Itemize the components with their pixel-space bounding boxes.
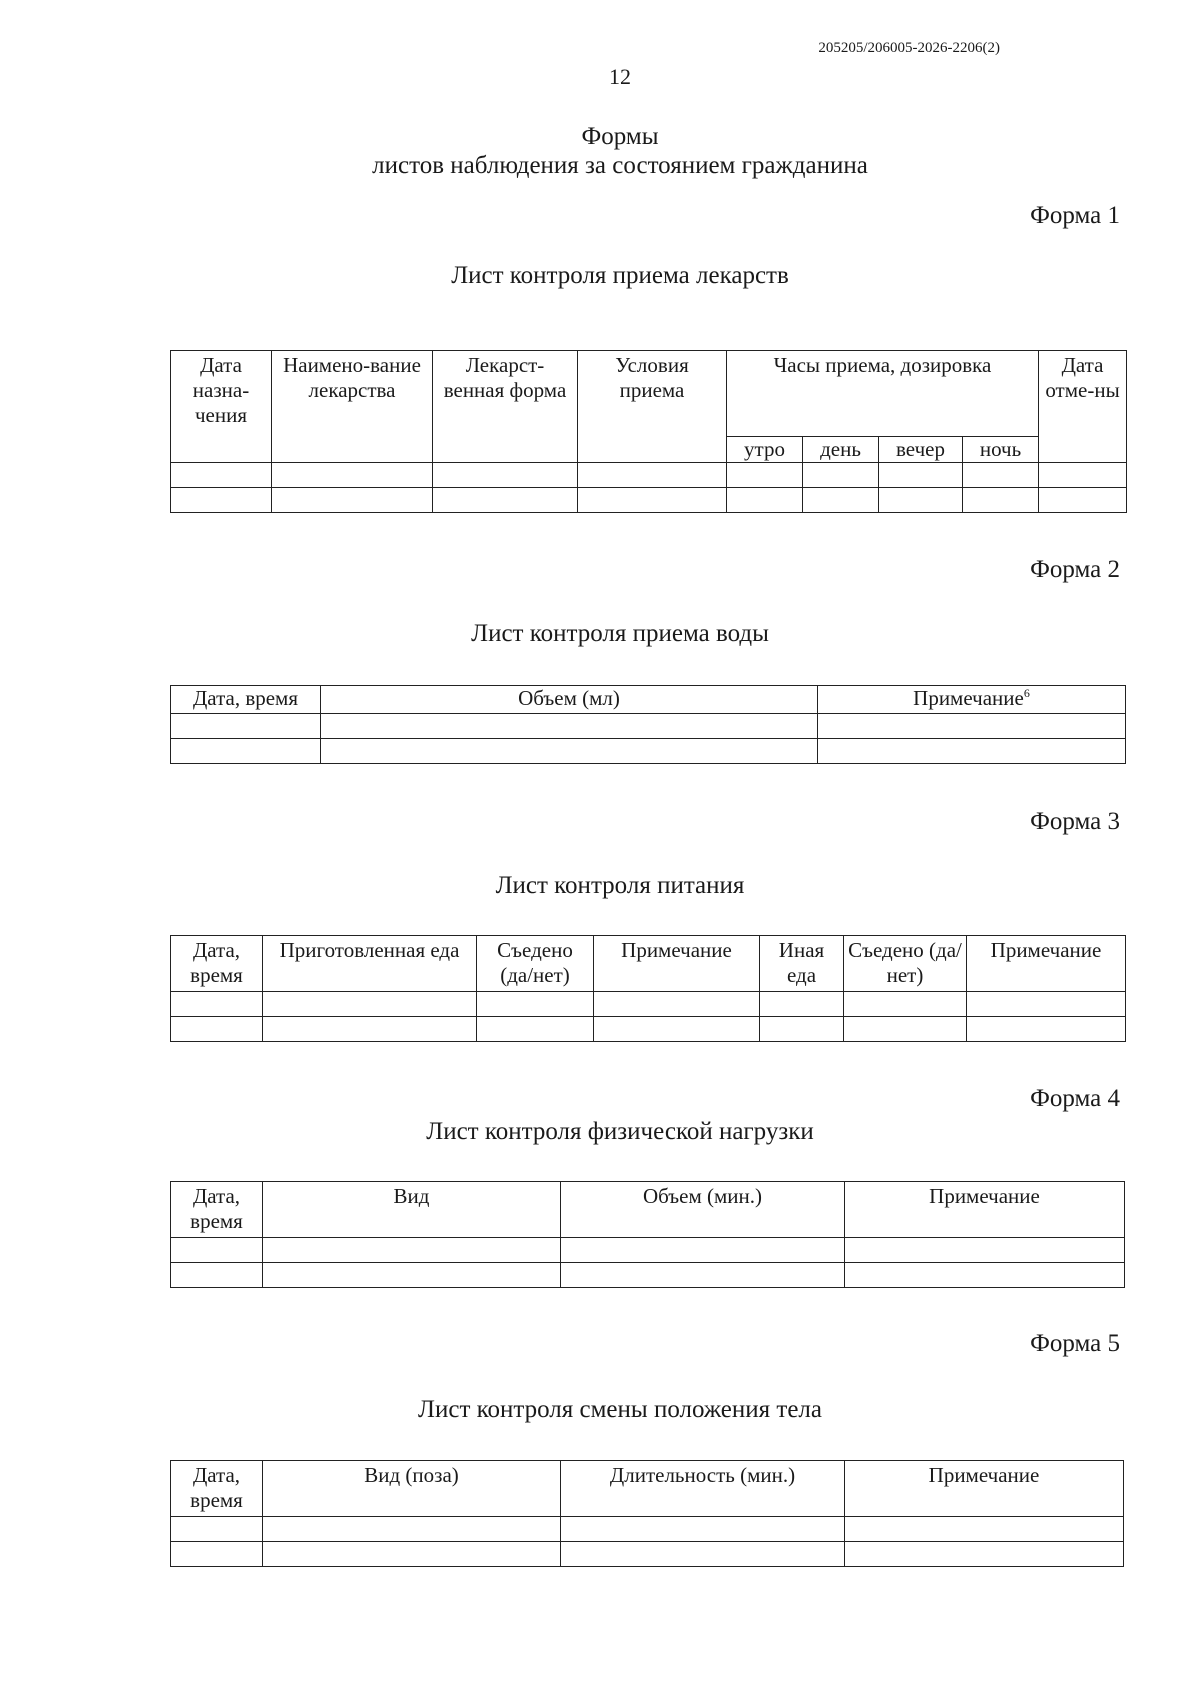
- form3-col-prepared-food: Приготовленная еда: [263, 936, 477, 992]
- form2-col-datetime: Дата, время: [171, 686, 321, 714]
- form3-col-note-other: Примечание: [967, 936, 1126, 992]
- form1-col-date: Дата назна-чения: [171, 351, 272, 463]
- table-row: [171, 1263, 1125, 1288]
- form5-label: Форма 5: [1030, 1330, 1120, 1357]
- form2-label: Форма 2: [1030, 556, 1120, 583]
- form2-col-note-text: Примечание: [913, 686, 1024, 710]
- form2-col-note: [818, 686, 1126, 714]
- form4-label: Форма 4: [1030, 1085, 1120, 1112]
- form1-col-dosage-form: Лекарст-венная форма: [433, 351, 578, 463]
- form3-table: [170, 935, 1126, 1042]
- footnote-mark: 6: [1023, 686, 1030, 700]
- form2-title: Лист контроля приема воды: [471, 620, 769, 647]
- form3-label: Форма 3: [1030, 808, 1120, 835]
- form5-col-datetime: Дата, время: [171, 1461, 263, 1517]
- form3-col-eaten-other: Съедено (да/нет): [844, 936, 967, 992]
- form5-table: [170, 1460, 1124, 1567]
- table-row: [171, 739, 1126, 764]
- form2-table: [170, 685, 1126, 764]
- form4-col-note: Примечание: [845, 1182, 1125, 1238]
- form2-col-volume: Объем (мл): [321, 686, 818, 714]
- page-subtitle: листов наблюдения за состоянием гражданина: [372, 152, 868, 179]
- form5-title: Лист контроля смены положения тела: [418, 1396, 822, 1423]
- form1-sub-morning: утро: [727, 437, 803, 463]
- page-number: 12: [609, 64, 631, 89]
- table-row: [171, 1542, 1124, 1567]
- form3-col-note: Примечание: [594, 936, 760, 992]
- form1-col-conditions: Условия приема: [578, 351, 727, 463]
- form1-sub-night: ночь: [963, 437, 1039, 463]
- table-row: [171, 488, 1127, 513]
- form1-sub-day: день: [803, 437, 879, 463]
- form4-table: [170, 1181, 1125, 1288]
- form1-col-hours: Часы приема, дозировка: [727, 351, 1039, 437]
- form5-col-duration: Длительность (мин.): [561, 1461, 845, 1517]
- form3-col-datetime: Дата, время: [171, 936, 263, 992]
- form1-title: Лист контроля приема лекарств: [451, 262, 789, 289]
- form1-col-name: Наимено-вание лекарства: [272, 351, 433, 463]
- form5-col-pose: Вид (поза): [263, 1461, 561, 1517]
- form4-col-type: Вид: [263, 1182, 561, 1238]
- table-row: [171, 714, 1126, 739]
- form1-sub-evening: вечер: [879, 437, 963, 463]
- table-row: [171, 1517, 1124, 1542]
- form4-col-volume: Объем (мин.): [561, 1182, 845, 1238]
- table-row: [171, 992, 1126, 1017]
- form3-col-other-food: Иная еда: [760, 936, 844, 992]
- table-row: [171, 1017, 1126, 1042]
- form4-title: Лист контроля физической нагрузки: [426, 1118, 814, 1145]
- form5-col-note: Примечание: [845, 1461, 1124, 1517]
- form3-col-eaten: Съедено (да/нет): [477, 936, 594, 992]
- table-row: [171, 1238, 1125, 1263]
- form1-col-cancel-date: Дата отме-ны: [1039, 351, 1127, 463]
- form3-title: Лист контроля питания: [495, 872, 745, 899]
- form1-label: Форма 1: [1030, 202, 1120, 229]
- page-title: Формы: [581, 123, 659, 150]
- form1-table: [170, 350, 1127, 513]
- form4-col-datetime: Дата, время: [171, 1182, 263, 1238]
- document-code: 205205/206005-2026-2206(2): [818, 40, 1000, 56]
- table-row: [171, 463, 1127, 488]
